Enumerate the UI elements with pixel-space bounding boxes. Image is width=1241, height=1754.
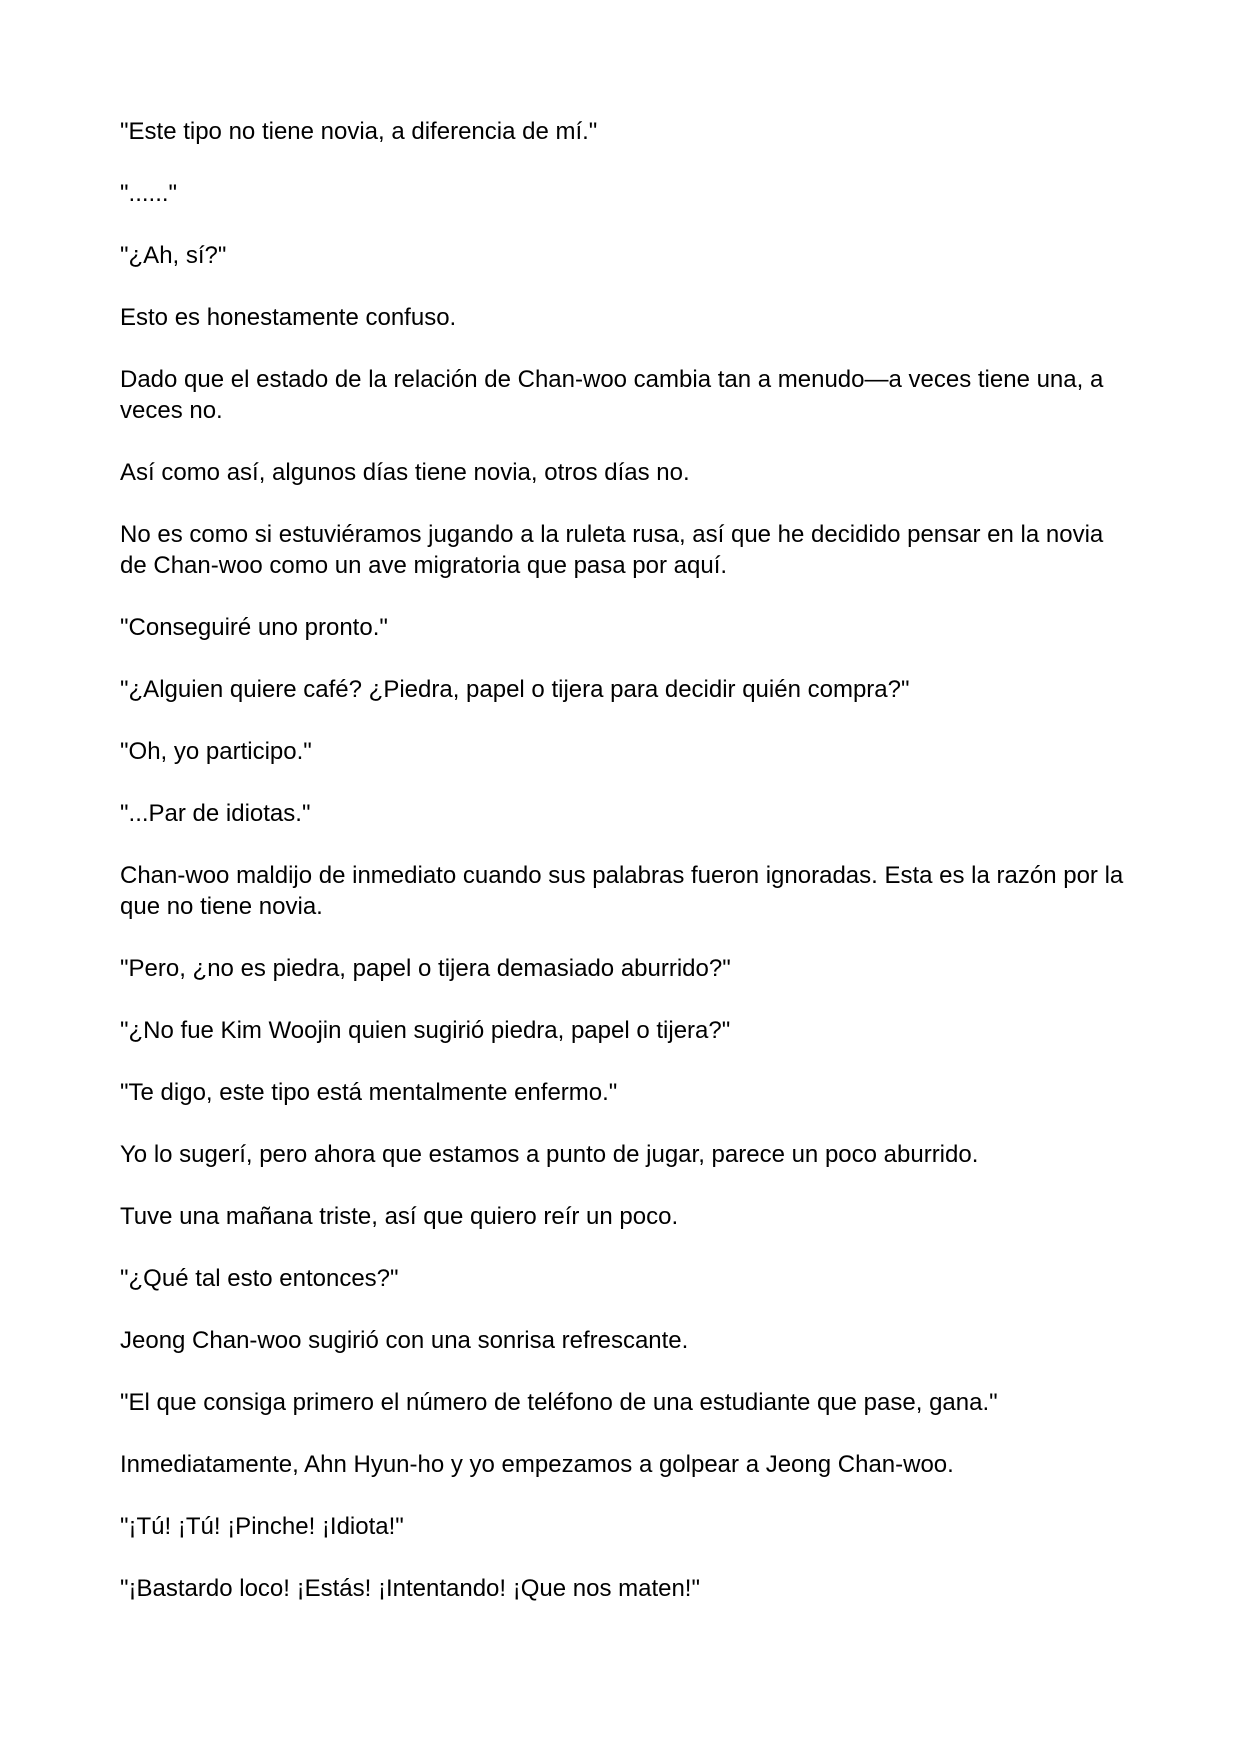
paragraph: No es como si estuviéramos jugando a la ruleta rusa, así que he decidido pensar en la novia de Chan-woo como un ave migratoria que pasa por aquí. <box>120 521 1104 579</box>
paragraph: "¡Tú! ¡Tú! ¡Pinche! ¡Idiota!" <box>120 1513 404 1540</box>
paragraph: Dado que el estado de la relación de Chan-woo cambia tan a menudo—a veces tiene una, a veces no. <box>120 366 1104 424</box>
paragraph: Esto es honestamente confuso. <box>120 304 457 331</box>
paragraph: "¿Ah, sí?" <box>120 242 227 269</box>
paragraph: Inmediatamente, Ahn Hyun-ho y yo empezamos a golpear a Jeong Chan-woo. <box>120 1451 954 1478</box>
paragraph: "Pero, ¿no es piedra, papel o tijera demasiado aburrido?" <box>120 955 731 982</box>
paragraph: "Oh, yo participo." <box>120 738 312 765</box>
paragraph: "¿Qué tal esto entonces?" <box>120 1265 399 1292</box>
paragraph: Chan-woo maldijo de inmediato cuando sus palabras fueron ignoradas. Esta es la razón por la que no tiene novia. <box>120 862 1124 920</box>
paragraph: Yo lo sugerí, pero ahora que estamos a punto de jugar, parece un poco aburrido. <box>120 1141 979 1168</box>
paragraph: Así como así, algunos días tiene novia, otros días no. <box>120 459 690 486</box>
paragraph: "El que consiga primero el número de teléfono de una estudiante que pase, gana." <box>120 1389 998 1416</box>
paragraph: "¡Bastardo loco! ¡Estás! ¡Intentando! ¡Que nos maten!" <box>120 1575 700 1602</box>
paragraph: "...Par de idiotas." <box>120 800 311 827</box>
paragraph: Tuve una mañana triste, así que quiero reír un poco. <box>120 1203 679 1230</box>
paragraph: "Este tipo no tiene novia, a diferencia de mí." <box>120 118 598 145</box>
paragraph: "Conseguiré uno pronto." <box>120 614 388 641</box>
paragraph: "Te digo, este tipo está mentalmente enfermo." <box>120 1079 618 1106</box>
paragraph: "¿No fue Kim Woojin quien sugirió piedra, papel o tijera?" <box>120 1017 731 1044</box>
document-body <box>120 116 1130 1635</box>
paragraph: "¿Alguien quiere café? ¿Piedra, papel o tijera para decidir quién compra?" <box>120 676 910 703</box>
paragraph: "......" <box>120 180 178 207</box>
paragraph: Jeong Chan-woo sugirió con una sonrisa refrescante. <box>120 1327 689 1354</box>
